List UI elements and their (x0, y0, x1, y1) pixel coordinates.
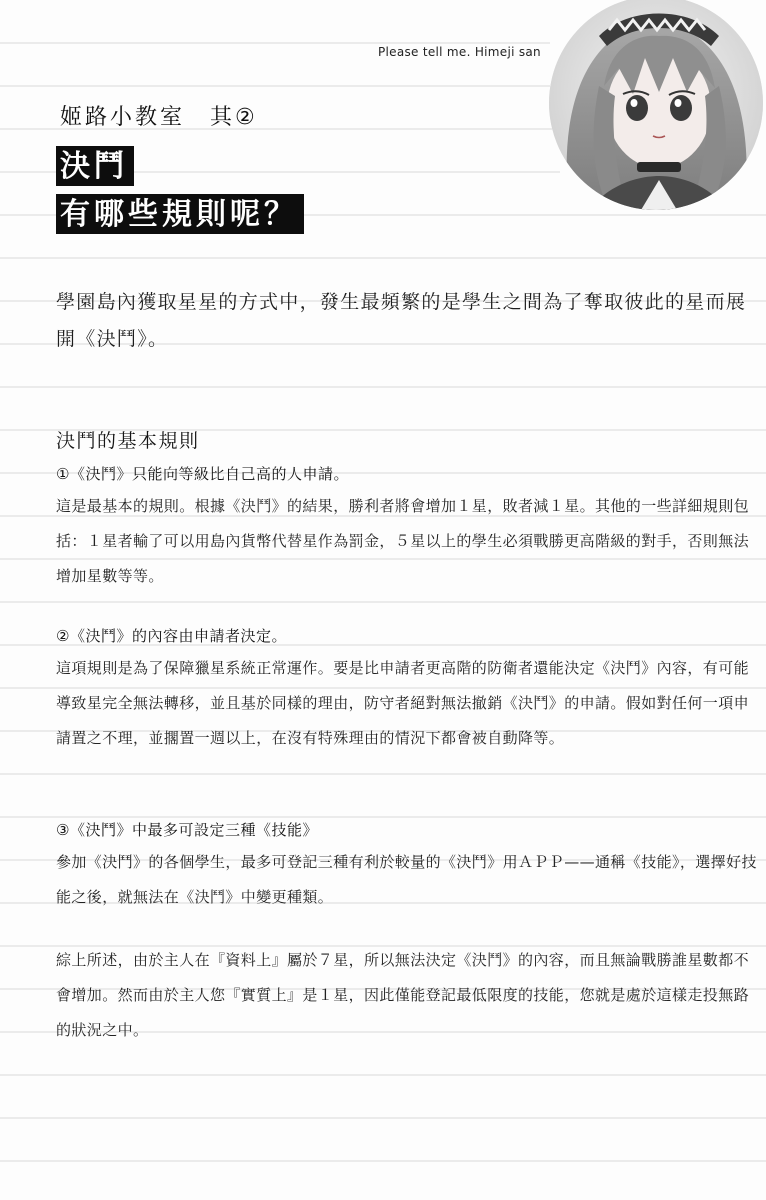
rule-body: 這項規則是為了保障獵星系統正常運作。要是比申請者更高階的防衛者還能決定《決鬥》內容，有可能導致星完全無法轉移，並且基於同樣的理由，防守者絕對無法撤銷《決鬥》的申請。假如對任何一項申請置之不理，並擱置一週以上，在沒有特殊理由的情況下都會被自動降等。 (56, 659, 750, 747)
character-portrait-image (549, 0, 763, 210)
summary-paragraph: 綜上所述，由於主人在『資料上』屬於７星，所以無法決定《決鬥》的內容，而且無論戰勝誰星數都不會增加。然而由於主人您『實質上』是１星，因此僅能登記最低限度的技能，您就是處於這樣走投無路的狀況之中。 (56, 951, 750, 1039)
rule-item-1 (56, 459, 762, 594)
lesson-title (56, 146, 304, 242)
rule-title: ①《決鬥》只能向等級比自己高的人申請。 (56, 465, 349, 483)
lesson-section-label: 姬路小教室 其② (60, 105, 258, 130)
header-subtitle: Please tell me. Himeji san (378, 45, 541, 59)
rule-item-2 (56, 621, 762, 756)
rule-body: 參加《決鬥》的各個學生，最多可登記三種有利於較量的《決鬥》用ＡＰＰ——通稱《技能》，選擇好技能之後，就無法在《決鬥》中變更種類。 (56, 853, 757, 906)
title-line-2: 有哪些規則呢？ (56, 194, 304, 234)
rule-title: ③《決鬥》中最多可設定三種《技能》 (56, 821, 318, 839)
rules-heading: 決鬥的基本規則 (56, 430, 200, 452)
intro-paragraph: 學園島內獲取星星的方式中，發生最頻繁的是學生之間為了奪取彼此的星而展開《決鬥》。 (56, 291, 747, 350)
title-line-1: 決鬥 (56, 146, 134, 186)
rule-body: 這是最基本的規則。根據《決鬥》的結果，勝利者將會增加１星，敗者減１星。其他的一些詳細規則包括：１星者輸了可以用島內貨幣代替星作為罰金，５星以上的學生必須戰勝更高階級的對手，否則無法增加星數等等。 (56, 497, 750, 585)
rule-item-3 (56, 815, 762, 915)
rule-title: ②《決鬥》的內容由申請者決定。 (56, 627, 287, 645)
